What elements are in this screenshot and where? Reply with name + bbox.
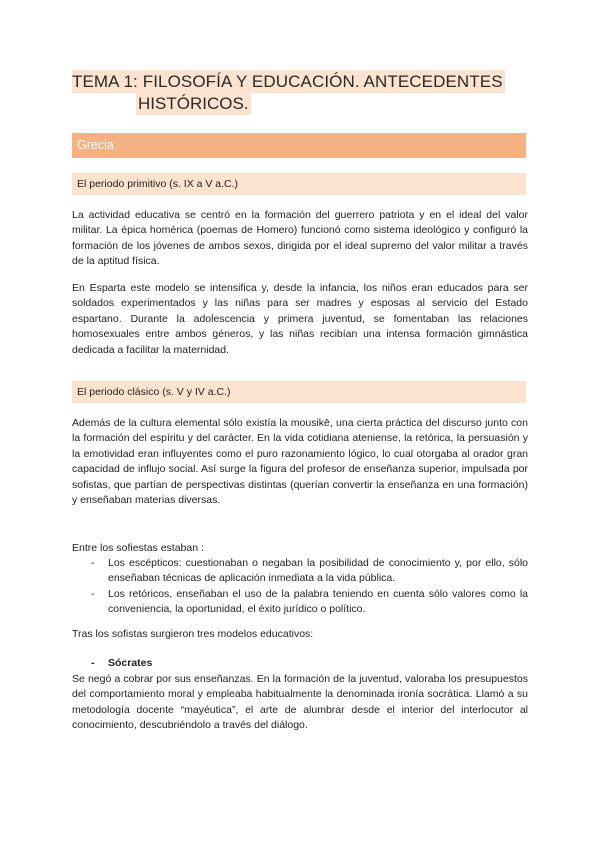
sophists-list <box>72 556 528 618</box>
document-title <box>72 70 532 115</box>
paragraph-primitive-2: En Esparta este modelo se intensifica y, desde la infancia, los niños eran educados para ser soldados experimentados y las niñas para ser madres y esposas al servicio del Estado espartano. Durante la adolescencia y primera juventud, se fomentaban las relaciones homosexuales entre ambos géneros, y las niñas recibían una intensa formación gimnástica dedicada a facilitar la maternidad. <box>72 282 528 356</box>
socrates-label: Sócrates <box>108 657 153 669</box>
list-item <box>72 556 528 587</box>
paragraph-classic-1: Además de la cultura elemental sólo existía la mousikē, una cierta práctica del discurso junto con la formación del espíritu y del carácter. En la vida cotidiana ateniense, la retórica, la persuasión y la emotividad eran influyentes como el puro razonamiento lógico, lo cual otorgaba al orador gran capacidad de influjo social. Así surge la figura del profesor de enseñanza superior, impulsada por sofistas, que partían de perspectivas distintas (querían convertir la enseñanza en una formación) y enseñaban materias diversas. <box>72 417 528 507</box>
paragraph-socrates: Se negó a cobrar por sus enseñanzas. En la formación de la juventud, valoraba los presupuestos del comportamiento moral y empleaba habitualmente la denominada ironía socrática. Llamó a su metodología docente “mayéutica”, el arte de alumbrar desde el interior del interlocutor al conocimiento, descubriéndolo a través del diálogo. <box>72 673 528 732</box>
list-dash: - <box>91 587 95 600</box>
title-line-1: TEMA 1: FILOSOFÍA Y EDUCACIÓN. ANTECEDENTES <box>72 72 503 91</box>
title-line-2: HISTÓRICOS. <box>138 94 249 113</box>
subsection-heading-primitive: El periodo primitivo (s. IX a V a.C.) <box>72 173 526 195</box>
paragraph-models-intro: Tras los sofistas surgieron tres modelos educativos: <box>72 628 314 640</box>
paragraph-sophists-intro: Entre los sofiestas estaban : <box>72 542 204 554</box>
subsection-heading-classic: El periodo clásico (s. V y IV a.C.) <box>72 381 526 403</box>
paragraph-primitive-1: La actividad educativa se centró en la formación del guerrero patriota y en el ideal del valor militar. La épica homérica (poemas de Homero) funcionó como sistema ideológico y configuró la formación de los jóvenes de ambos sexos, dirigida por el ideal supremo del valor militar a través de la aptitud física. <box>72 209 528 268</box>
socrates-heading <box>72 656 152 671</box>
section-heading-grecia: Grecia <box>72 133 526 158</box>
list-item <box>72 587 528 618</box>
list-dash: - <box>91 557 95 569</box>
list-dash: - <box>91 657 95 669</box>
list-item-text: Los escépticos: cuestionaban o negaban la posibilidad de conocimiento y, por ello, sólo enseñaban técnicas de aplicación inmediata a la vida pública. <box>108 557 528 585</box>
list-item-text: Los retóricos, enseñaban el uso de la palabra teniendo en cuenta sólo valores como la conveniencia, la oportunidad, el éxito jurídico o político. <box>108 587 528 616</box>
